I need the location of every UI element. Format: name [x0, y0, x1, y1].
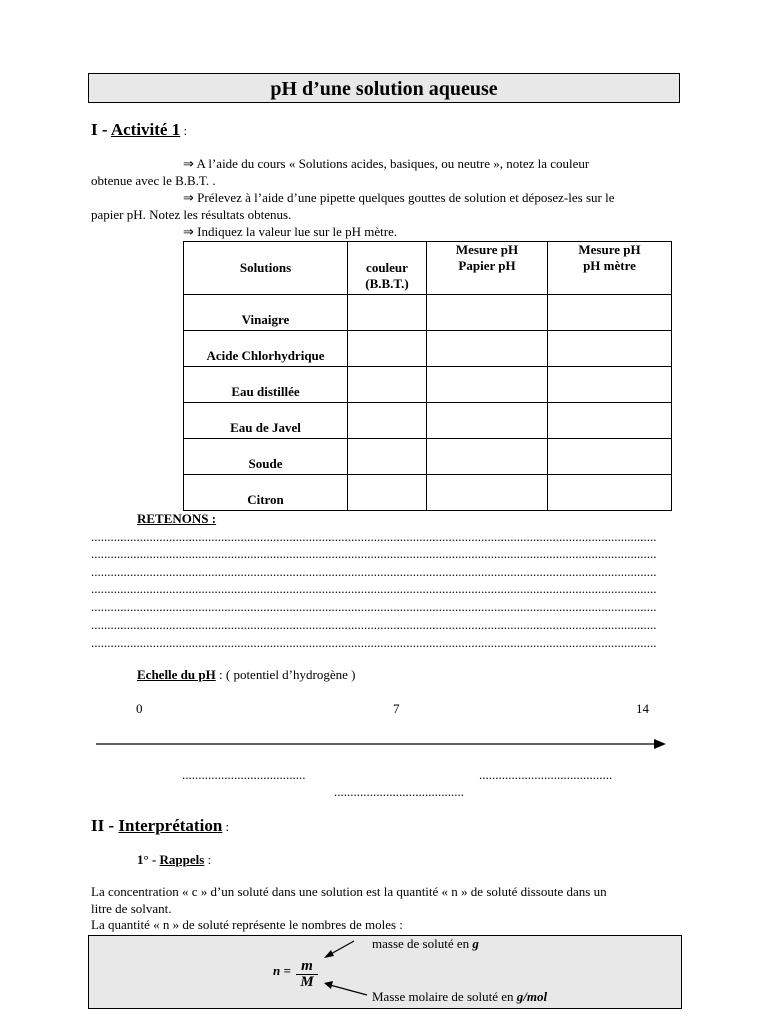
ph-metre-cell[interactable]	[548, 439, 672, 475]
rappels-colon: :	[204, 852, 212, 867]
instruction-2-line-2: papier pH. Notez les résultats obtenus.	[91, 207, 292, 222]
ph-tick-7: 7	[393, 701, 400, 716]
couleur-cell[interactable]	[348, 403, 427, 439]
ph-tick-14: 14	[636, 701, 649, 716]
scale-blank-basic[interactable]: .........................................	[479, 767, 613, 782]
answer-line[interactable]: ..............................................................................................................................................................................	[91, 635, 657, 650]
ph-metre-cell[interactable]	[548, 367, 672, 403]
ph-metre-cell[interactable]	[548, 475, 672, 511]
couleur-cell[interactable]	[348, 331, 427, 367]
ph-metre-cell[interactable]	[548, 295, 672, 331]
papier-ph-cell[interactable]	[427, 367, 548, 403]
answer-line[interactable]: ..............................................................................................................................................................................	[91, 599, 657, 614]
formula-numerator: m	[301, 958, 313, 974]
papier-ph-cell[interactable]	[427, 403, 548, 439]
table-row	[184, 331, 672, 367]
papier-ph-cell[interactable]	[427, 439, 548, 475]
arrow-to-denominator-icon	[321, 980, 369, 1000]
answer-line[interactable]: ..............................................................................................................................................................................	[91, 581, 657, 596]
rappels-number: 1° -	[137, 852, 160, 867]
solution-name: Citron	[184, 475, 348, 511]
table-row	[184, 475, 672, 511]
ph-tick-0: 0	[136, 701, 143, 716]
formula-note-mass: masse de soluté en g	[372, 936, 479, 951]
couleur-cell[interactable]	[348, 439, 427, 475]
formula-lhs: n =	[273, 963, 291, 978]
answer-line[interactable]: ..............................................................................................................................................................................	[91, 529, 657, 544]
page-title: pH d’une solution aqueuse	[88, 73, 680, 103]
header-solutions: Solutions	[184, 242, 348, 295]
formula-note-molar-mass: Masse molaire de soluté en g/mol	[372, 989, 548, 1004]
section-2-colon: :	[222, 819, 230, 834]
echelle-heading	[137, 667, 355, 683]
ph-metre-cell[interactable]	[548, 403, 672, 439]
table-row	[184, 295, 672, 331]
table-row	[184, 403, 672, 439]
paragraph-line-1: La concentration « c » d’un soluté dans une solution est la quantité « n » de soluté dissoute dans un	[91, 884, 607, 899]
instruction-1-line-2: obtenue avec le B.B.T. .	[91, 173, 216, 188]
implies-arrow-icon: ⇒	[183, 191, 194, 206]
rappels-title: Rappels	[159, 852, 205, 867]
couleur-cell[interactable]	[348, 367, 427, 403]
echelle-label: Echelle du pH	[137, 667, 216, 682]
solution-name: Eau de Javel	[184, 403, 348, 439]
ph-metre-cell[interactable]	[548, 331, 672, 367]
paragraph-line-3: La quantité « n » de soluté représente le nombres de moles :	[91, 917, 403, 932]
solution-name: Eau distillée	[184, 367, 348, 403]
scale-blank-neutral[interactable]: ........................................	[334, 784, 464, 799]
section-2-title: Interprétation	[118, 816, 223, 835]
section-1-title: Activité 1	[110, 120, 181, 139]
section-2-number: II -	[91, 816, 119, 835]
header-couleur: couleur (B.B.T.)	[348, 242, 427, 295]
echelle-subtitle: : ( potentiel d’hydrogène )	[215, 667, 356, 682]
instruction-1-line-1: ⇒ A l’aide du cours « Solutions acides, basiques, ou neutre », notez la couleur	[183, 156, 590, 172]
section-1-colon: :	[180, 123, 188, 138]
table-row	[184, 439, 672, 475]
section-1-number: I -	[91, 120, 111, 139]
instruction-3: ⇒ Indiquez la valeur lue sur le pH mètre.	[183, 224, 398, 240]
solution-name: Soude	[184, 439, 348, 475]
answer-line[interactable]: ..............................................................................................................................................................................	[91, 617, 657, 632]
arrow-to-numerator-icon	[321, 938, 357, 960]
papier-ph-cell[interactable]	[427, 295, 548, 331]
rappels-heading	[137, 852, 211, 868]
answer-line[interactable]: ..............................................................................................................................................................................	[91, 546, 657, 561]
formula-denominator: M	[300, 974, 314, 990]
ph-scale-arrow	[96, 737, 668, 751]
solution-name: Vinaigre	[184, 295, 348, 331]
papier-ph-cell[interactable]	[427, 331, 548, 367]
header-papier-ph: Mesure pH Papier pH	[427, 242, 548, 295]
paragraph-line-2: litre de solvant.	[91, 901, 172, 916]
answer-line[interactable]: ..............................................................................................................................................................................	[91, 564, 657, 579]
implies-arrow-icon: ⇒	[183, 225, 194, 240]
scale-blank-acid[interactable]: ......................................	[182, 767, 306, 782]
couleur-cell[interactable]	[348, 475, 427, 511]
couleur-cell[interactable]	[348, 295, 427, 331]
solution-name: Acide Chlorhydrique	[184, 331, 348, 367]
header-ph-metre: Mesure pH pH mètre	[548, 242, 672, 295]
table-row	[184, 367, 672, 403]
retenons-label: RETENONS :	[137, 511, 217, 526]
solutions-table	[183, 241, 672, 511]
instruction-2-line-1: ⇒ Prélevez à l’aide d’une pipette quelques gouttes de solution et déposez-les sur le	[183, 190, 615, 206]
section-1-heading	[91, 120, 187, 140]
implies-arrow-icon: ⇒	[183, 157, 194, 172]
section-2-heading	[91, 816, 229, 836]
table-header-row	[184, 242, 672, 295]
papier-ph-cell[interactable]	[427, 475, 548, 511]
